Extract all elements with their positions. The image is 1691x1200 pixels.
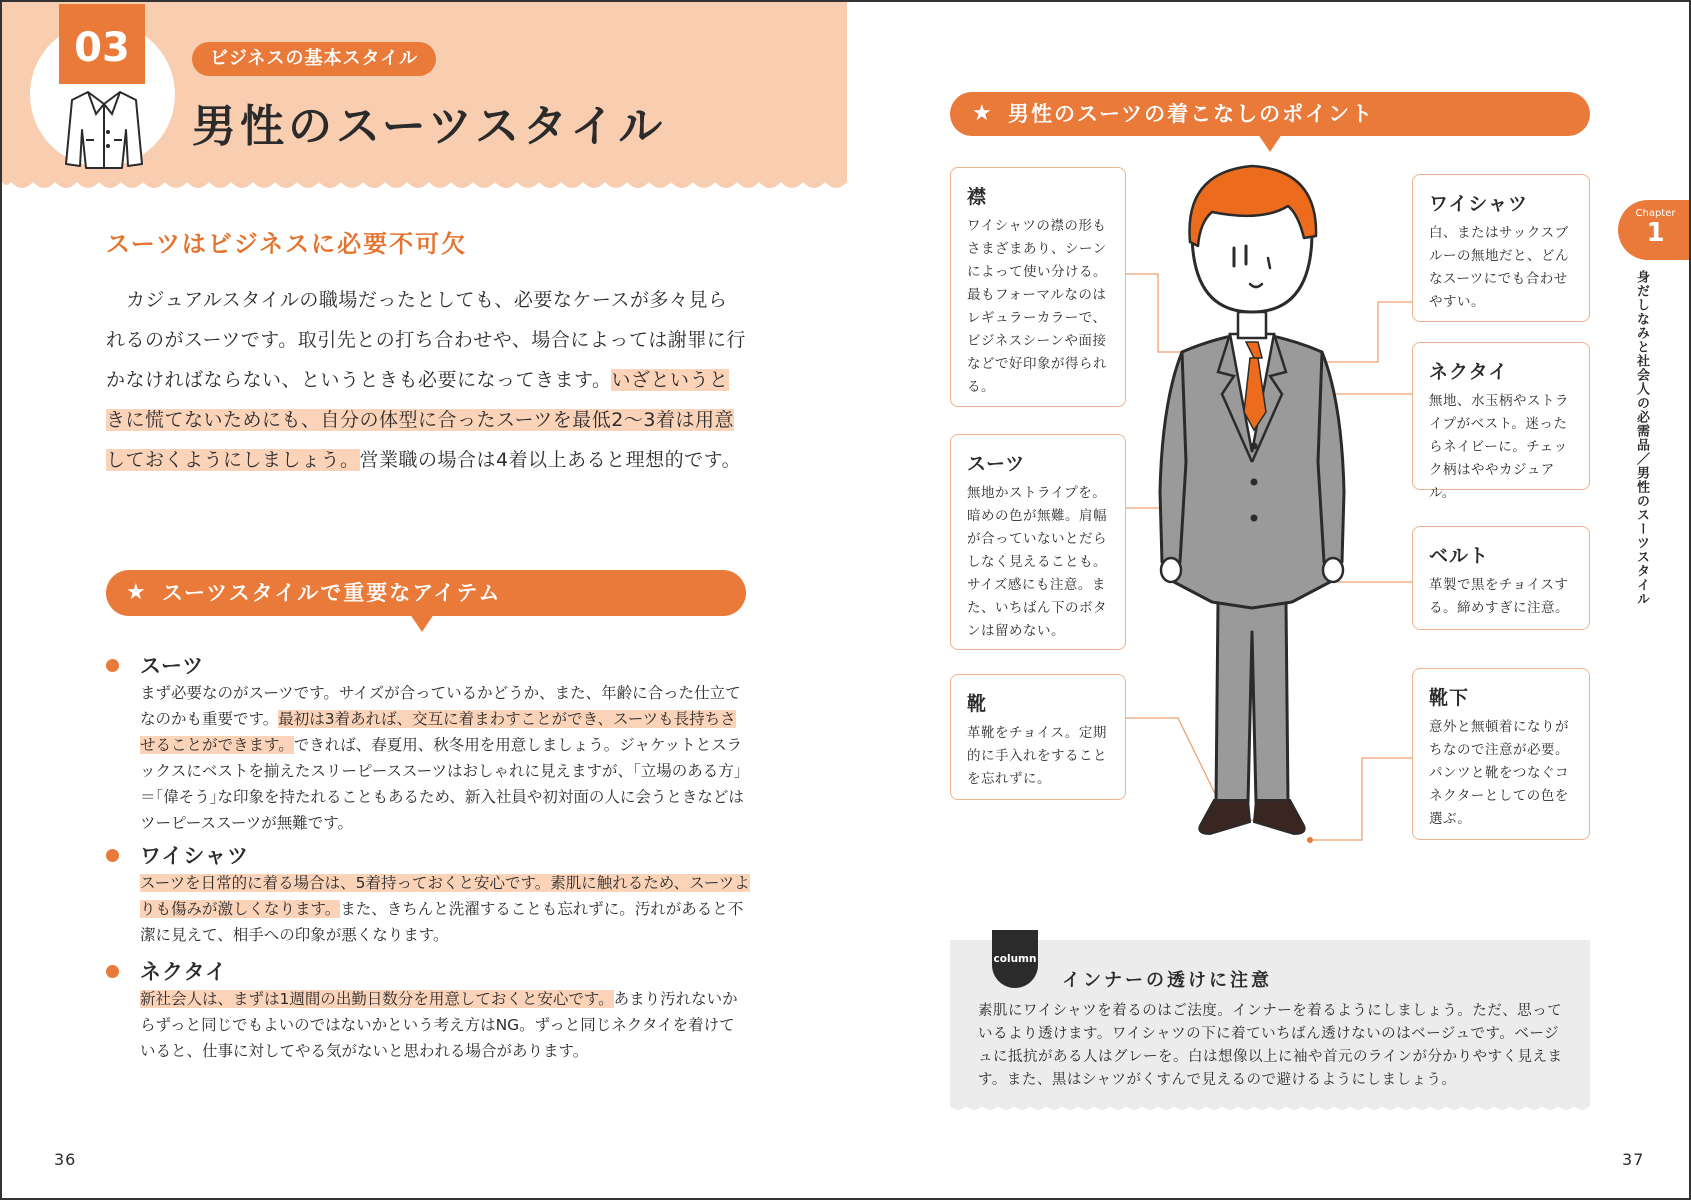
points-heading-bar bbox=[950, 92, 1590, 136]
column-wave bbox=[950, 1102, 1590, 1114]
item-text-pre: まず必要なのがスーツです。サイズが合っているかどうか、また、年齢に合った仕立てなのかも重要です。 bbox=[140, 684, 741, 728]
box-text: ワイシャツの襟の形もさまざまあり、シーンによって使い分ける。最もフォーマルなのはレギュラーカラーで、ビジネスシーンや面接などで好印象が得られる。 bbox=[967, 218, 1107, 395]
page-number-left: 36 bbox=[54, 1150, 77, 1169]
column-text: 素肌にワイシャツを着るのはご法度。インナーを着るようにしましょう。ただ、思っているより透けます。ワイシャツの下に着ていちばん透けないのはベージュです。ベージュに抵抗がある人はグレーを。白は想像以上に袖や首元のラインが分かりやすく見えます。また、黒はシャツがくすんで見えるので避けるようにしましょう。 bbox=[978, 1003, 1563, 1088]
items-heading-tail bbox=[410, 614, 434, 632]
box-text: 革製で黒をチョイスする。締めすぎに注意。 bbox=[1429, 577, 1569, 616]
point-box-shoes bbox=[950, 674, 1126, 800]
point-box-socks bbox=[1412, 668, 1590, 840]
box-title: 襟 bbox=[967, 186, 988, 208]
box-title: 靴 bbox=[967, 693, 988, 715]
item-title: ネクタイ bbox=[140, 960, 228, 984]
box-title: ネクタイ bbox=[1429, 361, 1509, 383]
column-title: インナーの透けに注意 bbox=[1062, 970, 1272, 991]
points-heading-tail bbox=[1258, 134, 1282, 152]
box-text: 白、またはサックスブルーの無地だと、どんなスーツにでも合わせやすい。 bbox=[1429, 225, 1569, 310]
point-box-suit bbox=[950, 434, 1126, 650]
point-box-belt bbox=[1412, 526, 1590, 630]
item-title: ワイシャツ bbox=[140, 844, 249, 868]
businessman-illustration bbox=[1122, 162, 1382, 882]
jacket-icon bbox=[62, 84, 146, 170]
column-badge: column bbox=[992, 930, 1038, 988]
point-box-collar bbox=[950, 167, 1126, 407]
item-text-highlight: 新社会人は、まずは1週間の出勤日数分を用意しておくと安心です。 bbox=[140, 990, 614, 1008]
header-wave bbox=[2, 178, 847, 198]
box-title: 靴下 bbox=[1429, 687, 1470, 709]
item-text-post: あまり汚れないからずっと同じでもよいのではないかという考え方はNG。ずっと同じネクタイを着けていると、仕事に対してやる気がないと思われる場合があります。 bbox=[140, 990, 738, 1060]
item-title: スーツ bbox=[140, 654, 205, 678]
bullet-dot bbox=[106, 659, 119, 672]
intro-paragraph bbox=[106, 280, 746, 480]
item-text bbox=[140, 986, 750, 1064]
section-heading: スーツはビジネスに必要不可欠 bbox=[106, 230, 468, 258]
item-text-post: また、きちんと洗濯することも忘れずに。汚れがあると不潔に見えて、相手への印象が悪くなります。 bbox=[140, 900, 744, 944]
chapter-number: 1 bbox=[1646, 218, 1665, 248]
items-heading: スーツスタイルで重要なアイテム bbox=[162, 581, 502, 605]
item-text-highlight: 最初は3着あれば、交互に着まわすことができ、スーツも長持ちさせることができます。 bbox=[140, 710, 736, 754]
page-number-right: 37 bbox=[1622, 1150, 1645, 1169]
item-text-highlight: スーツを日常的に着る場合は、5着持っておくと安心です。素肌に触れるため、スーツよりも傷みが激しくなります。 bbox=[140, 874, 750, 918]
star-icon: ★ bbox=[972, 101, 994, 126]
box-text: 無地、水玉柄やストライプがベスト。迷ったらネイビーに。チェック柄はややカジュアル。 bbox=[1429, 393, 1569, 501]
points-heading: 男性のスーツの着こなしのポイント bbox=[1008, 102, 1375, 126]
box-title: スーツ bbox=[967, 453, 1026, 475]
running-head-vertical: 身だしなみと社会人の必需品／男性のスーツスタイル bbox=[1634, 270, 1649, 606]
chapter-tab bbox=[1618, 200, 1691, 260]
section-number: 03 bbox=[59, 4, 145, 84]
page-title: 男性のスーツスタイル bbox=[192, 101, 667, 152]
item-text bbox=[140, 870, 750, 948]
box-text: 革靴をチョイス。定期的に手入れをすることを忘れずに。 bbox=[967, 725, 1107, 787]
intro-text-2: 営業職の場合は4着以上あると理想的です。 bbox=[359, 449, 742, 471]
bullet-dot bbox=[106, 849, 119, 862]
box-title: ベルト bbox=[1429, 545, 1490, 567]
box-text: 意外と無頓着になりがちなので注意が必要。パンツと靴をつなぐコネクターとしての色を選ぶ。 bbox=[1429, 719, 1569, 827]
bullet-dot bbox=[106, 965, 119, 978]
point-box-necktie bbox=[1412, 342, 1590, 501]
items-heading-bar bbox=[106, 570, 746, 616]
intro-highlight: いざというときに慌てないためにも、自分の体型に合ったスーツを最低2～3着は用意しておくようにしましょう。 bbox=[106, 369, 734, 471]
category-pill: ビジネスの基本スタイル bbox=[192, 42, 436, 76]
box-title: ワイシャツ bbox=[1429, 193, 1529, 215]
item-text bbox=[140, 680, 750, 836]
star-icon: ★ bbox=[126, 580, 148, 605]
point-box-shirt bbox=[1412, 174, 1590, 322]
chapter-word: Chapter bbox=[1635, 208, 1676, 219]
intro-text-1: カジュアルスタイルの職場だったとしても、必要なケースが多々見られるのがスーツです。取引先との打ち合わせや、場合によっては謝罪に行かなければならない、というときも必要になってきます。 bbox=[106, 289, 746, 391]
item-text-post: できれば、春夏用、秋冬用を用意しましょう。ジャケットとスラックスにベストを揃えたスリーピーススーツはおしゃれに見えますが、｢立場のある方｣＝｢偉そう｣な印象を持たれることもあるため、新入社員や初対面の人に会うときなどはツーピーススーツが無難です。 bbox=[140, 736, 744, 832]
box-text: 無地かストライプを。暗めの色が無難。肩幅が合っていないとだらしなく見えることも。サイズ感にも注意。また、いちばん下のボタンは留めない。 bbox=[967, 485, 1107, 639]
